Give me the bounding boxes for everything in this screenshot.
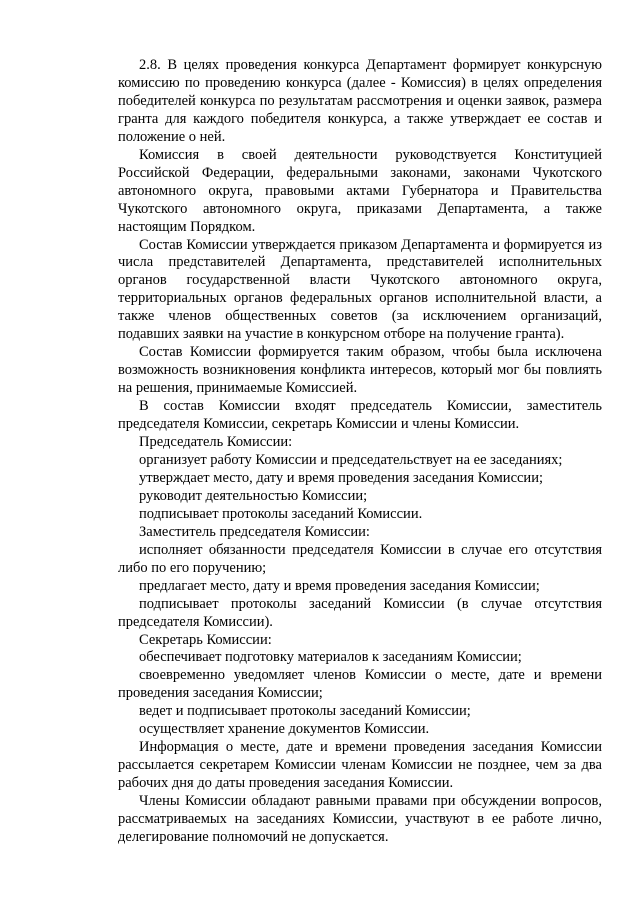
paragraph-meeting-information: Информация о месте, дате и времени проведения заседания Комиссии рассылается секретарем Комиссии членам Комиссии не позднее, чем за два рабочих дня до даты проведения заседания Комиссии. xyxy=(118,739,602,792)
list-item: предлагает место, дату и время проведения заседания Комиссии; xyxy=(139,577,540,594)
list-item: подписывает протоколы заседаний Комиссии (в случае отсутствия председателя Комиссии). xyxy=(118,595,602,630)
paragraph-commission-composition: Состав Комиссии утверждается приказом Департамента и формируется из числа представителей Департамента, представителей исполнительных органов государственной власти Чукотского автономного округа, территориальных органов федеральных органов исполнительной власти, а также членов общественных советов (за исключением организаций, подавших заявки на участие в конкурсном отборе на получение гранта). xyxy=(118,236,602,343)
heading-secretary: Секретарь Комиссии: xyxy=(139,631,272,648)
list-item: обеспечивает подготовку материалов к заседаниям Комиссии; xyxy=(139,649,522,666)
heading-chairman: Председатель Комиссии: xyxy=(139,434,293,451)
list-item: осуществляет хранение документов Комиссии. xyxy=(139,721,430,738)
list-item: своевременно уведомляет членов Комиссии о месте, дате и времени проведения заседания Комиссии; xyxy=(118,667,602,702)
paragraph-commission-members: В состав Комиссии входят председатель Комиссии, заместитель председателя Комиссии, секретарь Комиссии и члены Комиссии. xyxy=(118,398,602,433)
paragraph-2-8: 2.8. В целях проведения конкурса Департамент формирует конкурсную комиссию по проведению конкурса (далее - Комиссия) в целях определения победителей конкурса по результатам рассмотрения и оценки заявок, размера гранта для каждого победителя конкурса, а также утверждает ее состав и положение о ней. xyxy=(118,57,602,145)
list-item: ведет и подписывает протоколы заседаний Комиссии; xyxy=(139,703,471,720)
list-item: организует работу Комиссии и председательствует на ее заседаниях; xyxy=(139,451,563,468)
paragraph-member-rights: Члены Комиссии обладают равными правами при обсуждении вопросов, рассматриваемых на заседаниях Комиссии, участвуют в ее работе лично, делегирование полномочий не допускается. xyxy=(118,793,602,845)
list-item: исполняет обязанности председателя Комиссии в случае его отсутствия либо по его поручению; xyxy=(118,541,602,576)
paragraph-conflict-of-interest: Состав Комиссии формируется таким образом, чтобы была исключена возможность возникновения конфликта интересов, который мог бы повлиять на решения, принимаемые Комиссией. xyxy=(118,344,602,397)
list-item: утверждает место, дату и время проведения заседания Комиссии; xyxy=(139,469,543,486)
list-item: руководит деятельностью Комиссии; xyxy=(139,487,368,504)
paragraph-commission-guidance: Комиссия в своей деятельности руководствуется Конституцией Российской Федерации, федеральными законами, законами Чукотского автономного округа, правовыми актами Губернатора и Правительства Чукотского автономного округа, приказами Департамента, а также настоящим Порядком. xyxy=(118,146,602,235)
list-item: подписывает протоколы заседаний Комиссии. xyxy=(139,505,423,522)
heading-deputy-chairman: Заместитель председателя Комиссии: xyxy=(139,523,370,540)
document-body xyxy=(118,57,602,847)
